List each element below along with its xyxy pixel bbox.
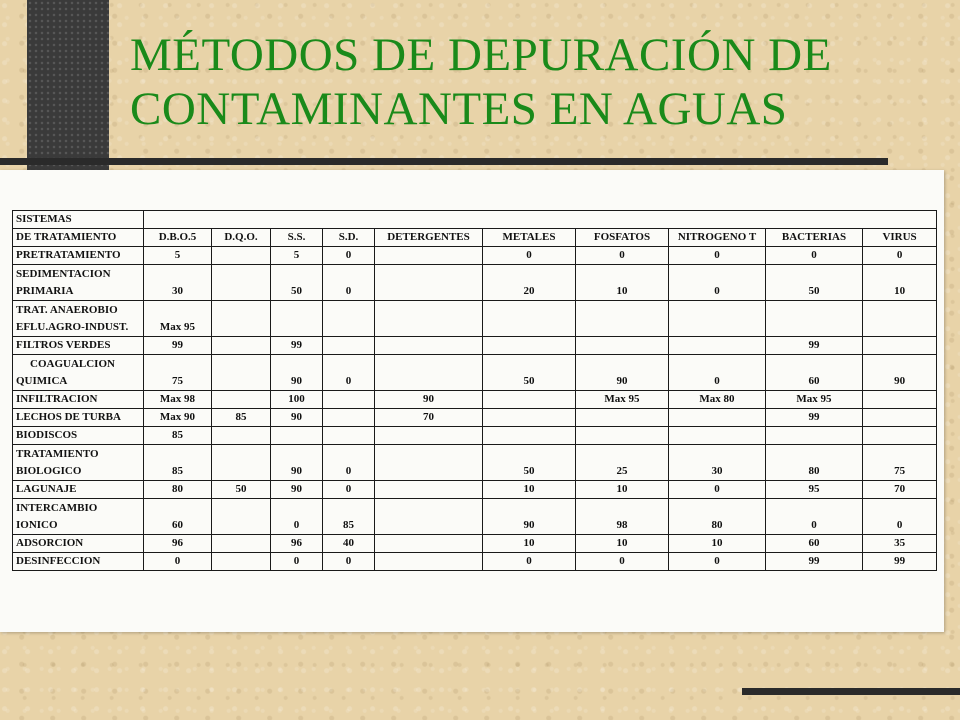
table-cell: 0 [483,553,576,571]
table-cell [212,445,271,481]
row-system-name [13,427,144,445]
table-cell: 0 [669,481,766,499]
table-cell: 0 [323,445,375,481]
table-cell: 90 [271,355,323,391]
table-cell: 96 [144,535,212,553]
row-system-name-line: IONICO [16,518,58,531]
page-title: MÉTODOS DE DEPURACIÓN DE CONTAMINANTES EN AGUAS [130,29,832,135]
table-cell: 0 [576,553,669,571]
row-system-name-line: SEDIMENTACION [16,267,111,280]
table-cell: 0 [863,499,937,535]
table-cell: 35 [863,535,937,553]
table-cell: 98 [576,499,669,535]
row-system-name [13,337,144,355]
table-cell: Max 98 [144,391,212,409]
table-cell [323,409,375,427]
table-cell [669,427,766,445]
table-cell: 5 [271,247,323,265]
table-cell: 0 [863,247,937,265]
table-cell: 0 [669,355,766,391]
table-cell: 0 [323,481,375,499]
table-cell: 40 [323,535,375,553]
table-cell [576,337,669,355]
table-cell: 80 [669,499,766,535]
table-cell: 100 [271,391,323,409]
table-cell: 90 [271,409,323,427]
table-cell: 10 [669,535,766,553]
table-cell [271,427,323,445]
table-cell: 0 [669,553,766,571]
table-cell: 85 [144,445,212,481]
table-cell [669,409,766,427]
table-cell: 50 [483,355,576,391]
table-cell: 0 [271,553,323,571]
table-cell: 0 [669,265,766,301]
row-system-name [13,301,144,337]
table-cell [212,265,271,301]
table-cell [375,535,483,553]
table-cell [863,409,937,427]
row-system-name [13,391,144,409]
table-cell [212,301,271,337]
row-system-name-line: TRATAMIENTO [16,447,99,460]
table-cell: 0 [323,355,375,391]
column-header: VIRUS [863,229,937,247]
row-system-name-line: QUIMICA [16,374,68,387]
table-cell: 90 [271,481,323,499]
row-system-name-line: PRIMARIA [16,284,74,297]
table-cell [669,337,766,355]
row-system-name-line: COAGUALCION [30,357,115,370]
title-underline-rule [0,158,888,165]
row-system-name [13,355,144,391]
table-body [13,247,937,571]
table-cell: 0 [669,247,766,265]
table-cell [323,301,375,337]
table-cell: 99 [863,553,937,571]
table-cell [375,265,483,301]
table-cell: 50 [212,481,271,499]
table-cell: 99 [766,409,863,427]
table-cell: 70 [375,409,483,427]
table-cell: 10 [576,535,669,553]
table-cell: 20 [483,265,576,301]
table-cell: 10 [483,535,576,553]
table-cell [212,427,271,445]
table-cell: 0 [766,247,863,265]
column-header: S.D. [323,229,375,247]
row-system-name [13,535,144,553]
table-cell [576,301,669,337]
table-row [13,535,937,553]
table-cell: 90 [375,391,483,409]
table-cell [375,301,483,337]
table-cell: 90 [576,355,669,391]
table-cell [212,391,271,409]
table-cell [212,337,271,355]
table-cell: 10 [576,265,669,301]
table-row [13,427,937,445]
row-system-name-line: LAGUNAJE [16,483,77,495]
table-cell: 99 [766,553,863,571]
row-system-name-line: EFLU.AGRO-INDUST. [16,320,129,333]
table-cell: 60 [766,535,863,553]
table-cell: 5 [144,247,212,265]
table-row [13,355,937,391]
row-system-name-line: TRAT. ANAEROBIO [16,303,118,316]
column-header: DETERGENTES [375,229,483,247]
table-cell: 0 [576,247,669,265]
table-cell: Max 95 [144,301,212,337]
table-cell [323,427,375,445]
row-system-name-line: LECHOS DE TURBA [16,411,121,423]
table-cell: 30 [669,445,766,481]
table-cell [323,391,375,409]
table-cell: 96 [271,535,323,553]
table-cell: 85 [212,409,271,427]
table-cell [212,499,271,535]
row-system-name-line: BIOLOGICO [16,464,82,477]
table-cell [375,337,483,355]
table-cell: 85 [323,499,375,535]
row-system-name [13,409,144,427]
header-top-spacer [144,211,937,229]
table-cell: 50 [271,265,323,301]
table-row [13,247,937,265]
table-cell: 0 [323,265,375,301]
table-row [13,481,937,499]
bottom-corner-rule [742,688,960,695]
row-system-name [13,553,144,571]
column-header: FOSFATOS [576,229,669,247]
row-system-name [13,265,144,301]
table-cell: Max 80 [669,391,766,409]
table-cell [863,337,937,355]
table-cell [271,301,323,337]
table-cell: 85 [144,427,212,445]
table-cell: 80 [144,481,212,499]
header-system-line-2: DE TRATAMIENTO [13,229,144,247]
table-cell: 10 [576,481,669,499]
header-row-top [13,211,937,229]
row-system-name-line: DESINFECCION [16,555,101,567]
treatment-efficiency-table [12,210,937,571]
table-row [13,409,937,427]
row-system-name [13,247,144,265]
column-header: D.Q.O. [212,229,271,247]
table-cell: 10 [483,481,576,499]
table-cell [483,301,576,337]
table-cell: 75 [863,445,937,481]
row-system-name-line: ADSORCION [16,537,84,549]
table-cell [375,553,483,571]
table-cell: 30 [144,265,212,301]
table-cell [375,247,483,265]
table-cell [212,535,271,553]
table-row [13,301,937,337]
table-cell: 0 [271,499,323,535]
table-cell: 99 [271,337,323,355]
row-system-name-line: PRETRATAMIENTO [16,249,121,261]
table-cell [483,409,576,427]
table-cell: 90 [863,355,937,391]
table-cell [375,499,483,535]
column-header-row [13,229,937,247]
column-header: S.S. [271,229,323,247]
table-cell [375,355,483,391]
row-system-name [13,481,144,499]
table-cell [212,553,271,571]
table-cell: 90 [483,499,576,535]
table-cell: 60 [144,499,212,535]
row-system-name-line: BIODISCOS [16,429,78,441]
table-cell [483,427,576,445]
scanned-table-sheet [0,170,944,632]
table-cell: Max 95 [766,391,863,409]
table-cell: 50 [766,265,863,301]
table-cell: 0 [144,553,212,571]
table-cell: 0 [483,247,576,265]
table-cell: 70 [863,481,937,499]
table-cell [766,301,863,337]
row-system-name-line: FILTROS VERDES [16,339,111,351]
table-cell: 75 [144,355,212,391]
row-system-name-line: INTERCAMBIO [16,501,98,514]
table-cell: 0 [323,553,375,571]
table-cell [863,301,937,337]
table-cell [212,355,271,391]
table-cell: 60 [766,355,863,391]
row-system-name-line: INFILTRACION [16,393,98,405]
table-cell [576,427,669,445]
table-cell [375,445,483,481]
table-cell [483,337,576,355]
table-cell [766,427,863,445]
table-row [13,445,937,481]
table-cell: 99 [766,337,863,355]
table-row [13,337,937,355]
table-cell: Max 95 [576,391,669,409]
table-cell [483,391,576,409]
column-header: BACTERIAS [766,229,863,247]
table-cell: 80 [766,445,863,481]
table-cell: 0 [323,247,375,265]
row-system-name [13,499,144,535]
table-cell: 50 [483,445,576,481]
table-cell: 90 [271,445,323,481]
table-row [13,265,937,301]
row-system-name [13,445,144,481]
table-cell: Max 90 [144,409,212,427]
table-cell [323,337,375,355]
table-row [13,391,937,409]
table-row [13,499,937,535]
table-cell [863,391,937,409]
table-row [13,553,937,571]
table-cell: 10 [863,265,937,301]
table-cell [863,427,937,445]
column-header: METALES [483,229,576,247]
table-cell: 95 [766,481,863,499]
table-cell: 99 [144,337,212,355]
column-header: D.B.O.5 [144,229,212,247]
table-cell: 25 [576,445,669,481]
table-cell [375,481,483,499]
table-cell [576,409,669,427]
column-header: NITROGENO T [669,229,766,247]
table-cell [375,427,483,445]
table-cell: 0 [766,499,863,535]
header-system-line-1: SISTEMAS [13,211,144,229]
table-cell [212,247,271,265]
table-cell [669,301,766,337]
